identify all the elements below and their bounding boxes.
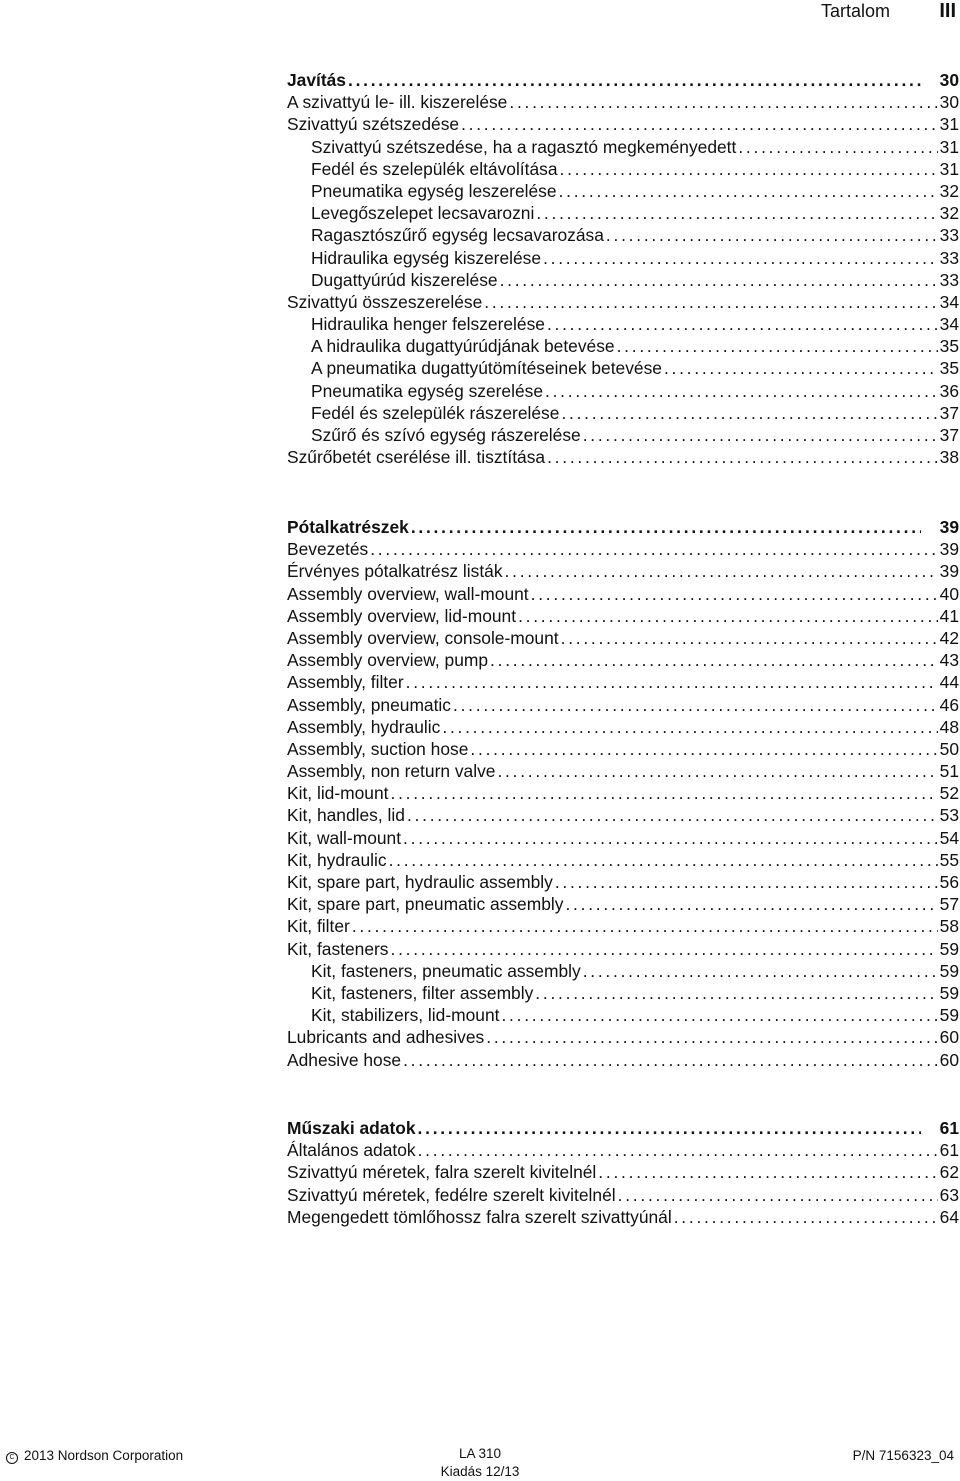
toc-entry-label: Hidraulika egység kiszerelése xyxy=(311,247,542,268)
dot-leader xyxy=(470,738,937,760)
toc-entry[interactable] xyxy=(287,915,959,937)
dot-leader xyxy=(406,671,938,693)
footer-center xyxy=(380,1445,580,1481)
dot-leader xyxy=(505,560,938,582)
toc-entry-page-number: 39 xyxy=(939,561,959,582)
dot-leader xyxy=(518,605,938,627)
toc-entry[interactable] xyxy=(287,136,959,158)
dot-leader xyxy=(370,538,937,560)
dot-leader xyxy=(606,224,938,246)
toc-entry-page-number: 34 xyxy=(939,314,959,335)
toc-entry-page-number: 42 xyxy=(939,627,959,648)
footer-edition: Kiadás 12/13 xyxy=(440,1464,520,1479)
toc-heading-label: Műszaki adatok xyxy=(287,1118,416,1138)
toc-heading-page-number: 30 xyxy=(939,70,959,90)
toc-entry-label: Assembly overview, console-mount xyxy=(287,627,559,648)
toc-entry-label: Levegőszelepet lecsavarozni xyxy=(311,203,535,224)
toc-entry-page-number: 57 xyxy=(939,894,959,915)
toc-entry-label: Pneumatika egység szerelése xyxy=(311,380,544,401)
toc-entry-label: Assembly overview, wall-mount xyxy=(287,583,529,604)
toc-entry[interactable] xyxy=(287,113,959,135)
toc-entry-label: Kit, lid-mount xyxy=(287,783,389,804)
dot-leader xyxy=(509,91,937,113)
toc-entry[interactable] xyxy=(287,849,959,871)
toc-entry-page-number: 63 xyxy=(939,1184,959,1205)
toc-entry-label: Assembly overview, lid-mount xyxy=(287,605,517,626)
toc-entry-page-number: 46 xyxy=(939,694,959,715)
dot-leader xyxy=(561,402,937,424)
dot-leader xyxy=(497,760,937,782)
toc-entry[interactable] xyxy=(287,424,959,446)
toc-entry-label: Szűrő és szívó egység rászerelése xyxy=(311,425,581,445)
footer-part-number: P/N 7156323_04 xyxy=(852,1448,954,1463)
toc-heading[interactable] xyxy=(287,69,959,91)
toc-entry[interactable] xyxy=(287,583,959,605)
toc-entry-label: Megengedett tömlőhossz falra szerelt szivattyúnál xyxy=(287,1206,672,1227)
toc-entry-label: A pneumatika dugattyútömítéseinek betevése xyxy=(311,358,662,379)
toc-entry[interactable] xyxy=(287,269,959,291)
toc-entry-label: Bevezetés xyxy=(287,539,369,560)
toc-entry-label: Pneumatika egység leszerelése xyxy=(311,180,557,201)
toc-entry-page-number: 59 xyxy=(939,982,959,1003)
toc-entry[interactable] xyxy=(287,380,959,402)
toc-entry[interactable] xyxy=(287,335,959,357)
toc-entry-label: Assembly, non return valve xyxy=(287,761,496,782)
toc-entry-label: Assembly overview, pump xyxy=(287,650,489,671)
dot-leader xyxy=(536,202,937,224)
dot-leader xyxy=(390,782,937,804)
toc-entry[interactable] xyxy=(287,560,959,582)
dot-leader xyxy=(543,247,938,269)
toc-entry-label: Kit, filter xyxy=(287,916,350,937)
toc-entry-label: Assembly, pneumatic xyxy=(287,694,451,715)
toc-entry-label: Kit, stabilizers, lid-mount xyxy=(311,1005,500,1026)
header-title: Tartalom xyxy=(820,1,890,21)
dot-leader xyxy=(598,1161,937,1183)
dot-leader xyxy=(617,335,938,357)
toc-entry[interactable] xyxy=(287,960,959,982)
toc-entry[interactable] xyxy=(287,738,959,760)
dot-leader xyxy=(391,938,938,960)
toc-entry-label: A hidraulika dugattyúrúdjának betevése xyxy=(311,336,615,357)
toc-entry-page-number: 52 xyxy=(939,783,959,804)
toc-entry-page-number: 56 xyxy=(939,872,959,892)
toc-entry-page-number: 34 xyxy=(939,291,959,312)
footer-copyright xyxy=(6,1448,183,1464)
copyright-icon: C xyxy=(6,1452,18,1464)
toc-entry[interactable] xyxy=(287,716,959,738)
toc-entry-page-number: 60 xyxy=(939,1049,959,1070)
toc-entry[interactable] xyxy=(287,158,959,180)
toc-heading-label: Pótalkatrészek xyxy=(287,517,409,537)
toc-entry-label: Dugattyúrúd kiszerelése xyxy=(311,269,498,290)
dot-leader xyxy=(545,380,938,402)
toc-entry[interactable] xyxy=(287,1049,959,1071)
toc-entry-label: Hidraulika henger felszerelése xyxy=(311,314,545,335)
toc-entry[interactable] xyxy=(287,1161,959,1183)
dot-leader xyxy=(486,1026,937,1048)
toc-entry-label: Kit, fasteners, filter assembly xyxy=(311,982,534,1003)
dot-leader xyxy=(561,627,938,649)
toc-entry-page-number: 59 xyxy=(939,1005,959,1026)
toc-entry-page-number: 60 xyxy=(939,1027,959,1048)
toc-entry-page-number: 35 xyxy=(939,358,959,379)
footer-copyright-text: 2013 Nordson Corporation xyxy=(24,1448,184,1463)
toc-section-muszaki-adatok xyxy=(287,1117,959,1228)
toc-entry-label: Szivattyú méretek, falra szerelt kivitelnél xyxy=(287,1162,597,1183)
toc-entry-page-number: 62 xyxy=(939,1162,959,1183)
dot-leader xyxy=(500,269,938,291)
toc-entry-label: Kit, handles, lid xyxy=(287,805,405,826)
toc-entry[interactable] xyxy=(287,1004,959,1026)
toc-entry-label: A szivattyú le- ill. kiszerelése xyxy=(287,92,508,113)
toc-entry-page-number: 43 xyxy=(939,650,959,671)
dot-leader xyxy=(618,1184,938,1206)
toc-entry[interactable] xyxy=(287,538,959,560)
dot-leader xyxy=(501,1004,937,1026)
toc-entry[interactable] xyxy=(287,446,959,468)
toc-entry-page-number: 37 xyxy=(939,402,959,423)
dot-leader xyxy=(674,1206,938,1228)
toc-entry-page-number: 33 xyxy=(939,247,959,268)
dot-leader xyxy=(389,849,938,871)
footer-doc-code: LA 310 xyxy=(458,1446,502,1461)
toc-entry[interactable] xyxy=(287,1026,959,1048)
toc-entry[interactable] xyxy=(287,671,959,693)
toc-entry[interactable] xyxy=(287,357,959,379)
toc-entry-page-number: 51 xyxy=(939,761,959,782)
toc-entry[interactable] xyxy=(287,1184,959,1206)
toc-entry-label: Szűrőbetét cserélése ill. tisztítása xyxy=(287,447,546,468)
toc-entry-page-number: 37 xyxy=(939,425,959,445)
toc-entry-page-number: 31 xyxy=(939,114,959,135)
toc-entry-page-number: 39 xyxy=(939,539,959,560)
toc-entry-label: Kit, hydraulic xyxy=(287,849,387,870)
toc-entry-page-number: 35 xyxy=(939,336,959,357)
page-header xyxy=(0,0,960,24)
toc-entry-page-number: 48 xyxy=(939,716,959,737)
toc-entry[interactable] xyxy=(287,605,959,627)
toc-entry-label: Szivattyú méretek, fedélre szerelt kivitelnél xyxy=(287,1184,616,1205)
toc-entry-page-number: 32 xyxy=(939,180,959,201)
dot-leader xyxy=(565,893,937,915)
toc-entry[interactable] xyxy=(287,291,959,313)
dot-leader xyxy=(535,982,937,1004)
toc-entry-page-number: 36 xyxy=(939,380,959,401)
dot-leader xyxy=(403,1049,938,1071)
dot-leader xyxy=(411,516,921,538)
dot-leader xyxy=(583,424,938,446)
toc-entry[interactable] xyxy=(287,313,959,335)
toc-entry-page-number: 41 xyxy=(939,605,959,626)
toc-entry[interactable] xyxy=(287,893,959,915)
toc-entry-label: Adhesive hose xyxy=(287,1049,402,1070)
toc-entry-label: Általános adatok xyxy=(287,1140,416,1161)
toc-entry-label: Assembly, suction hose xyxy=(287,738,469,759)
toc-entry[interactable] xyxy=(287,649,959,671)
toc-entry[interactable] xyxy=(287,1206,959,1228)
toc-entry-label: Kit, fasteners, pneumatic assembly xyxy=(311,960,581,981)
toc-entry[interactable] xyxy=(287,202,959,224)
toc-entry[interactable] xyxy=(287,938,959,960)
toc-entry-label: Kit, spare part, pneumatic assembly xyxy=(287,894,564,915)
toc-entry-page-number: 32 xyxy=(939,203,959,224)
toc-entry-page-number: 53 xyxy=(939,805,959,826)
dot-leader xyxy=(403,827,938,849)
toc-heading-page-number: 61 xyxy=(939,1118,959,1138)
dot-leader xyxy=(555,871,938,893)
toc-entry-page-number: 50 xyxy=(939,738,959,759)
toc-entry[interactable] xyxy=(287,871,959,893)
toc-entry[interactable] xyxy=(287,224,959,246)
toc-entry[interactable] xyxy=(287,982,959,1004)
toc-entry[interactable] xyxy=(287,804,959,826)
toc-entry[interactable] xyxy=(287,694,959,716)
toc-entry-page-number: 58 xyxy=(939,916,959,937)
toc-entry-label: Fedél és szelepülék rászerelése xyxy=(311,402,560,423)
dot-leader xyxy=(547,313,938,335)
toc-entry-page-number: 31 xyxy=(939,158,959,179)
header-page-number: III xyxy=(939,0,956,22)
dot-leader xyxy=(531,583,938,605)
toc-entry-page-number: 40 xyxy=(939,583,959,604)
toc-heading-page-number: 39 xyxy=(939,517,959,537)
toc-entry-page-number: 59 xyxy=(939,960,959,981)
dot-leader xyxy=(484,291,937,313)
toc-entry[interactable] xyxy=(287,180,959,202)
toc-heading[interactable] xyxy=(287,1117,959,1139)
toc-heading[interactable] xyxy=(287,516,959,538)
toc-entry[interactable] xyxy=(287,402,959,424)
toc-entry-page-number: 33 xyxy=(939,225,959,246)
dot-leader xyxy=(490,649,938,671)
dot-leader xyxy=(664,357,938,379)
dot-leader xyxy=(461,113,938,135)
toc-entry[interactable] xyxy=(287,782,959,804)
toc-entry-label: Lubricants and adhesives xyxy=(287,1027,485,1048)
toc-entry[interactable] xyxy=(287,627,959,649)
dot-leader xyxy=(738,136,937,158)
toc-entry[interactable] xyxy=(287,760,959,782)
toc-entry-label: Ragasztószűrő egység lecsavarozása xyxy=(311,225,604,246)
dot-leader xyxy=(418,1117,921,1139)
toc-section-potalkatreszek xyxy=(287,516,959,1071)
toc-entry-label: Kit, spare part, hydraulic assembly xyxy=(287,872,553,892)
toc-entry-label: Szivattyú szétszedése, ha a ragasztó megkeményedett xyxy=(311,136,737,157)
dot-leader xyxy=(559,180,938,202)
toc-entry-page-number: 55 xyxy=(939,849,959,870)
toc-entry-page-number: 54 xyxy=(939,827,959,848)
toc-entry[interactable] xyxy=(287,247,959,269)
dot-leader xyxy=(442,716,937,738)
toc-entry-label: Szivattyú szétszedése xyxy=(287,114,460,135)
toc-entry-page-number: 44 xyxy=(939,672,959,693)
dot-leader xyxy=(352,915,938,937)
dot-leader xyxy=(348,69,921,91)
toc-entry-label: Kit, wall-mount xyxy=(287,827,402,848)
dot-leader xyxy=(418,1139,938,1161)
dot-leader xyxy=(407,804,938,826)
toc-entry-label: Kit, fasteners xyxy=(287,938,389,959)
toc-entry-page-number: 31 xyxy=(939,136,959,157)
toc-entry-label: Érvényes pótalkatrész listák xyxy=(287,561,503,582)
toc-entry[interactable] xyxy=(287,1139,959,1161)
toc-entry-label: Szivattyú összeszerelése xyxy=(287,291,483,312)
toc-entry-page-number: 61 xyxy=(939,1140,959,1161)
toc-section-javitas xyxy=(287,69,959,468)
dot-leader xyxy=(560,158,938,180)
toc-entry-page-number: 59 xyxy=(939,938,959,959)
page-footer xyxy=(0,1440,960,1480)
toc-entry-page-number: 30 xyxy=(939,92,959,113)
toc-entry[interactable] xyxy=(287,827,959,849)
dot-leader xyxy=(547,446,938,468)
dot-leader xyxy=(453,694,938,716)
toc-entry-label: Assembly, hydraulic xyxy=(287,716,441,737)
dot-leader xyxy=(583,960,938,982)
toc-entry-label: Fedél és szelepülék eltávolítása xyxy=(311,158,558,179)
toc-entry[interactable] xyxy=(287,91,959,113)
toc-entry-label: Assembly, filter xyxy=(287,672,404,693)
toc-heading-label: Javítás xyxy=(287,70,346,90)
toc-entry-page-number: 33 xyxy=(939,269,959,290)
toc-entry-page-number: 38 xyxy=(939,447,959,468)
toc-entry-page-number: 64 xyxy=(939,1206,959,1227)
